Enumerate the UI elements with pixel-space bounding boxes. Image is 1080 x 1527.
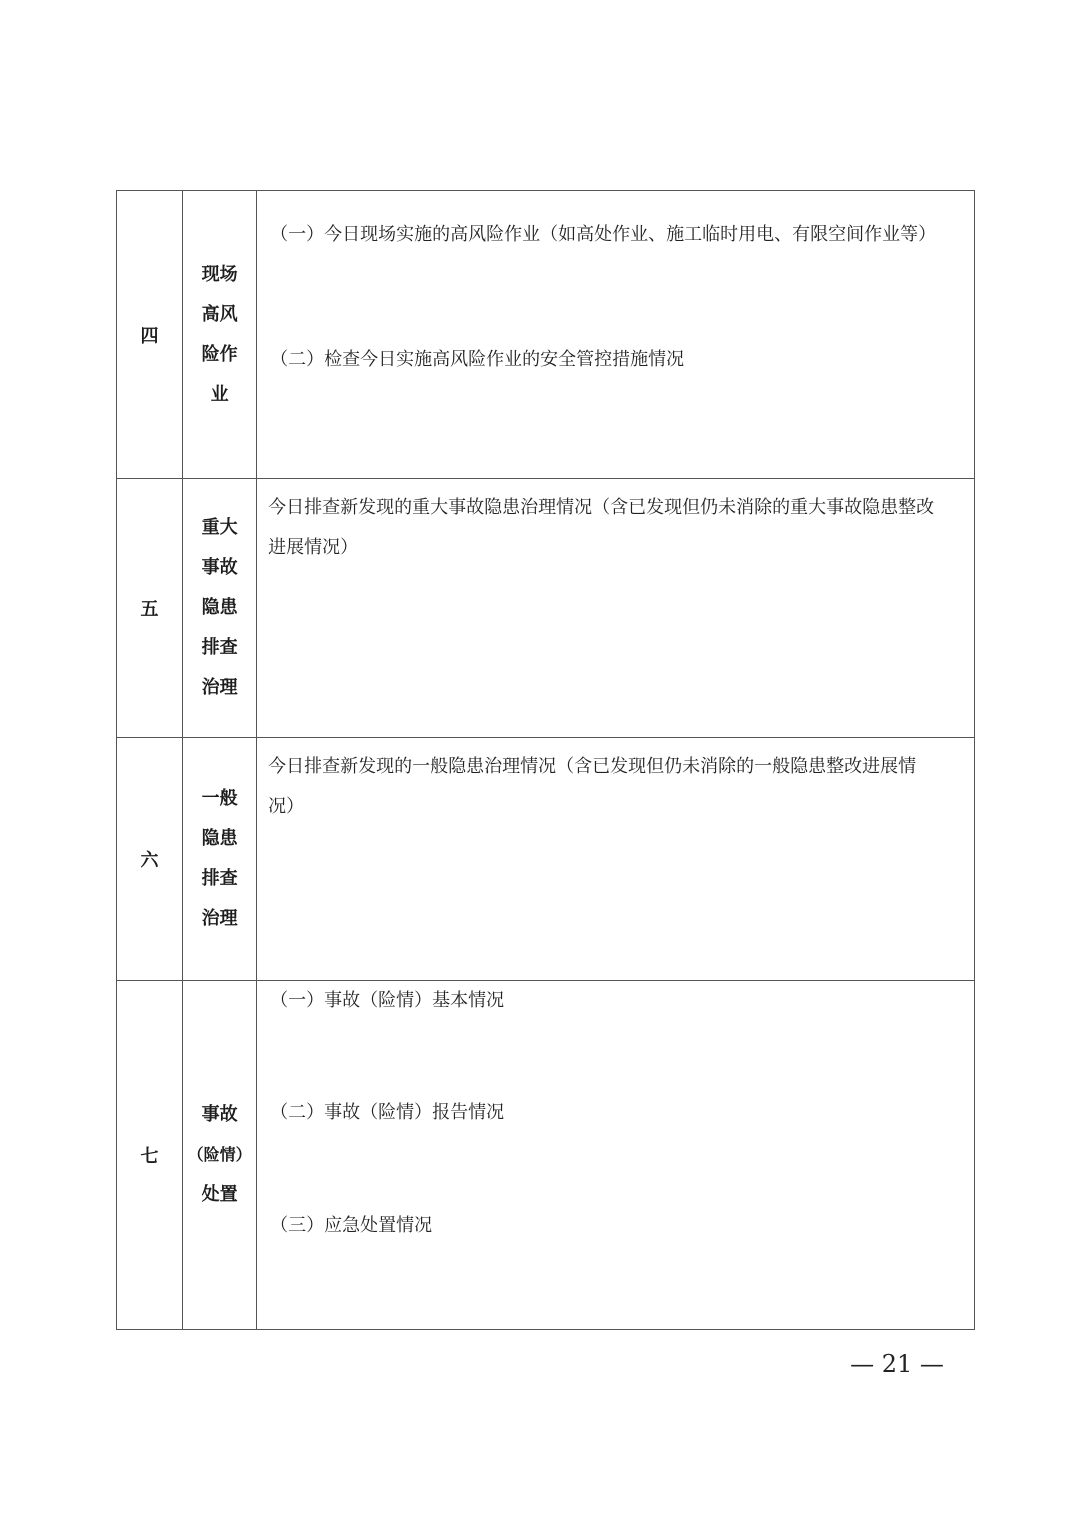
row-category	[183, 191, 257, 479]
category-line: 业	[210, 383, 229, 405]
content-paragraph	[268, 747, 968, 827]
paragraph-line: 今日排查新发现的一般隐患治理情况（含已发现但仍未消除的一般隐患整改进展情	[268, 756, 917, 777]
row-content	[257, 738, 975, 981]
safety-report-table	[116, 190, 975, 1330]
row-content	[257, 981, 975, 1330]
category-line: 隐患	[201, 828, 238, 849]
category-line: 高风	[201, 303, 238, 325]
category-line: 排查	[201, 868, 238, 889]
row-category	[183, 738, 257, 981]
category-line: 事故	[201, 1104, 238, 1125]
category-line: 治理	[201, 908, 238, 929]
content-paragraph	[268, 488, 968, 568]
row-number: 五	[117, 479, 183, 738]
category-line: 重大	[201, 517, 238, 538]
category-line: 治理	[201, 677, 238, 698]
content-item: （二）检查今日实施高风险作业的安全管控措施情况	[270, 349, 685, 370]
category-line: （险情）	[187, 1145, 252, 1164]
category-line: 现场	[201, 263, 238, 285]
content-item: （一）今日现场实施的高风险作业（如高处作业、施工临时用电、有限空间作业等）	[270, 224, 937, 245]
table-row	[117, 981, 975, 1330]
table-row	[117, 738, 975, 981]
category-line: 处置	[201, 1184, 238, 1205]
paragraph-line: 今日排查新发现的重大事故隐患治理情况（含已发现但仍未消除的重大事故隐患整改	[268, 497, 935, 518]
paragraph-line: 况）	[268, 796, 305, 817]
content-item: （二）事故（险情）报告情况	[270, 1102, 505, 1123]
page-number: — 21 —	[850, 1350, 944, 1378]
category-line: 险作	[201, 343, 238, 365]
content-item: （三）应急处置情况	[270, 1215, 433, 1236]
row-content	[257, 479, 975, 738]
row-category	[183, 981, 257, 1330]
category-line: 事故	[201, 557, 238, 578]
content-item: （一）事故（险情）基本情况	[270, 990, 505, 1011]
row-number: 六	[117, 738, 183, 981]
row-category	[183, 479, 257, 738]
category-line: 排查	[201, 637, 238, 658]
category-line: 一般	[201, 788, 238, 809]
row-content	[257, 191, 975, 479]
table-row	[117, 479, 975, 738]
table-row	[117, 191, 975, 479]
row-number: 四	[117, 191, 183, 479]
paragraph-line: 进展情况）	[268, 537, 359, 558]
row-number: 七	[117, 981, 183, 1330]
category-line: 隐患	[201, 597, 238, 618]
